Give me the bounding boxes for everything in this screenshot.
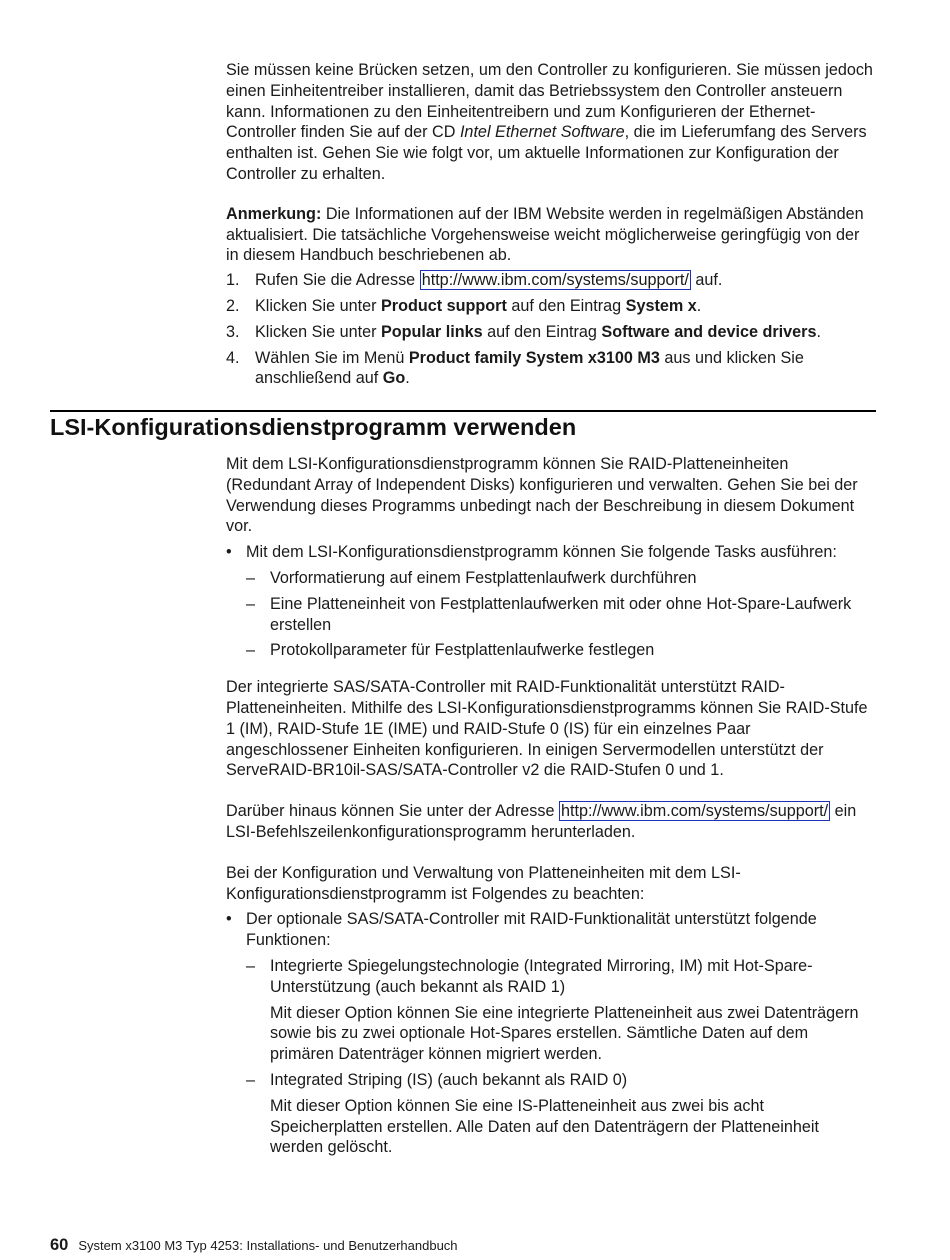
section-body [226,454,876,1163]
feature-description: Mit dieser Option können Sie eine IS-Platteneinheit aus zwei bis acht Speicherplatten erstellen. Alle Daten auf den Datenträgern der Platteneinheit werden gelöscht. [270,1096,819,1157]
steps-list [226,270,876,389]
bullet-marker: • [226,543,232,562]
feature-item: – Integrierte Spiegelungstechnologie (Integrated Mirroring, IM) mit Hot-Spare-Unterstützung (auch bekannt als RAID 1) Mit dieser Option können Sie eine integrierte Platteneinheit aus zwei Datenträgern sowie bis zu zwei optionale Hot-Spares erstellen. Sämtliche Daten auf dem primären Datenträger können migriert werden. [246,956,876,1065]
features-bullet-list [226,909,876,1158]
task-item: – Protokollparameter für Festplattenlaufwerke festlegen [246,641,655,660]
support-link[interactable]: http://www.ibm.com/systems/support/ [560,802,829,821]
download-paragraph: Darüber hinaus können Sie unter der Adresse http://www.ibm.com/systems/support/ ein LSI-Befehlszeilenkonfigurationsprogramm herunterladen. [226,802,857,841]
step-3: 3. Klicken Sie unter Popular links auf den Eintrag Software and device drivers. [226,322,821,341]
tasks-list [246,568,876,661]
page-number: 60 [50,1236,69,1254]
support-link[interactable]: http://www.ibm.com/systems/support/ [421,271,689,290]
bullet-item: • Mit dem LSI-Konfigurationsdienstprogramm können Sie folgende Tasks ausführen: – Vorformatierung auf einem Festplattenlaufwerk durchführen – Eine Platteneinheit von Festplattenlaufwerken mit oder ohne Hot-Spare-Laufwerk erstellen – Protokollparameter für Festplattenlaufwerke festlegen [226,542,876,661]
bullet-marker: • [226,910,232,929]
cd-title: Intel Ethernet Software [459,123,625,142]
page-footer [50,1236,458,1255]
feature-item: – Integrated Striping (IS) (auch bekannt als RAID 0) Mit dieser Option können Sie eine IS-Platteneinheit aus zwei bis acht Speicherplatten erstellen. Alle Daten auf den Datenträgern der Platteneinheit werden gelöscht. [246,1070,876,1158]
section-intro: Mit dem LSI-Konfigurationsdienstprogramm können Sie RAID-Platteneinheiten (Redundant Array of Independent Disks) konfigurieren und verwalten. Gehen Sie bei der Verwendung dieses Programms unbedingt nach der Beschreibung in diesem Dokument vor. [226,455,858,536]
note-label: Anmerkung: [226,204,322,223]
tasks-bullet-list [226,542,876,661]
footer-title: System x3100 M3 Typ 4253: Installations- und Benutzerhandbuch [78,1238,458,1253]
features-list [246,956,876,1158]
step-2: 2. Klicken Sie unter Product support auf den Eintrag System x. [226,296,702,315]
feature-description: Mit dieser Option können Sie eine integrierte Platteneinheit aus zwei Datenträgern sowie bis zu zwei optionale Hot-Spares erstellen. Sämtliche Daten auf dem primären Datenträger können migriert werden. [270,1003,859,1064]
step-1: 1. Rufen Sie die Adresse http://www.ibm.com/systems/support/ auf. [226,271,723,290]
section-heading: LSI-Konfigurationsdienstprogramm verwenden [50,414,577,440]
step-4: 4. Wählen Sie im Menü Product family System x3100 M3 aus und klicken Sie anschließend auf Go. [226,348,804,388]
bullet-item: • Der optionale SAS/SATA-Controller mit RAID-Funktionalität unterstützt folgende Funktionen: – Integrierte Spiegelungstechnologie (Integrated Mirroring, IM) mit Hot-Spare-Unterstützung (auch bekannt als RAID 1) Mit dieser Option können Sie eine integrierte Platteneinheit aus zwei Datenträgern sowie bis zu zwei optionale Hot-Spares erstellen. Sämtliche Daten auf dem primären Datenträger können migriert werden. – Integrated Striping (IS) (auch bekannt als RAID 0) Mit dieser Option können Sie eine IS-Platteneinheit aus zwei bis acht Speicherplatten erstellen. Alle Daten auf den Datenträgern der Platteneinheit werden gelöscht. [226,909,876,1158]
note [226,204,876,266]
task-item: – Eine Platteneinheit von Festplattenlaufwerken mit oder ohne Hot-Spare-Laufwerk erstellen [246,594,852,634]
note-text: Die Informationen auf der IBM Website werden in regelmäßigen Abständen aktualisiert. Die tatsächliche Vorgehensweise weicht möglicherweise geringfügig von der in diesem Handbuch beschriebenen ab. [226,204,864,265]
intro-section [226,60,876,394]
config-paragraph: Bei der Konfiguration und Verwaltung von Platteneinheiten mit dem LSI-Konfigurationsdienstprogramm ist Folgendes zu beachten: [226,863,741,903]
raid-paragraph: Der integrierte SAS/SATA-Controller mit RAID-Funktionalität unterstützt RAID-Platteneinheiten. Mithilfe des LSI-Konfigurationsdienstprogramms können Sie RAID-Stufe 1 (IM), RAID-Stufe 1E (IME) und RAID-Stufe 0 (IS) für ein einzelnes Paar angeschlossener Einheiten konfigurieren. In einigen Servermodellen unterstützt der ServeRAID-BR10il-SAS/SATA-Controller v2 die RAID-Stufen 0 und 1. [226,678,868,780]
intro-paragraph: Sie müssen keine Brücken setzen, um den Controller zu konfigurieren. Sie müssen jedoch einen Einheitentreiber installieren, damit das Betriebssystem den Controller ansteuern kann. Informationen zu den Einheitentreibern und zum Konfigurieren der Ethernet-Controller finden Sie auf der CD Intel Ethernet Software, die im Lieferumfang des Servers enthalten ist. Gehen Sie wie folgt vor, um aktuelle Informationen zur Konfiguration der Controller zu erhalten. [226,61,873,183]
task-item: – Vorformatierung auf einem Festplattenlaufwerk durchführen [246,568,697,587]
